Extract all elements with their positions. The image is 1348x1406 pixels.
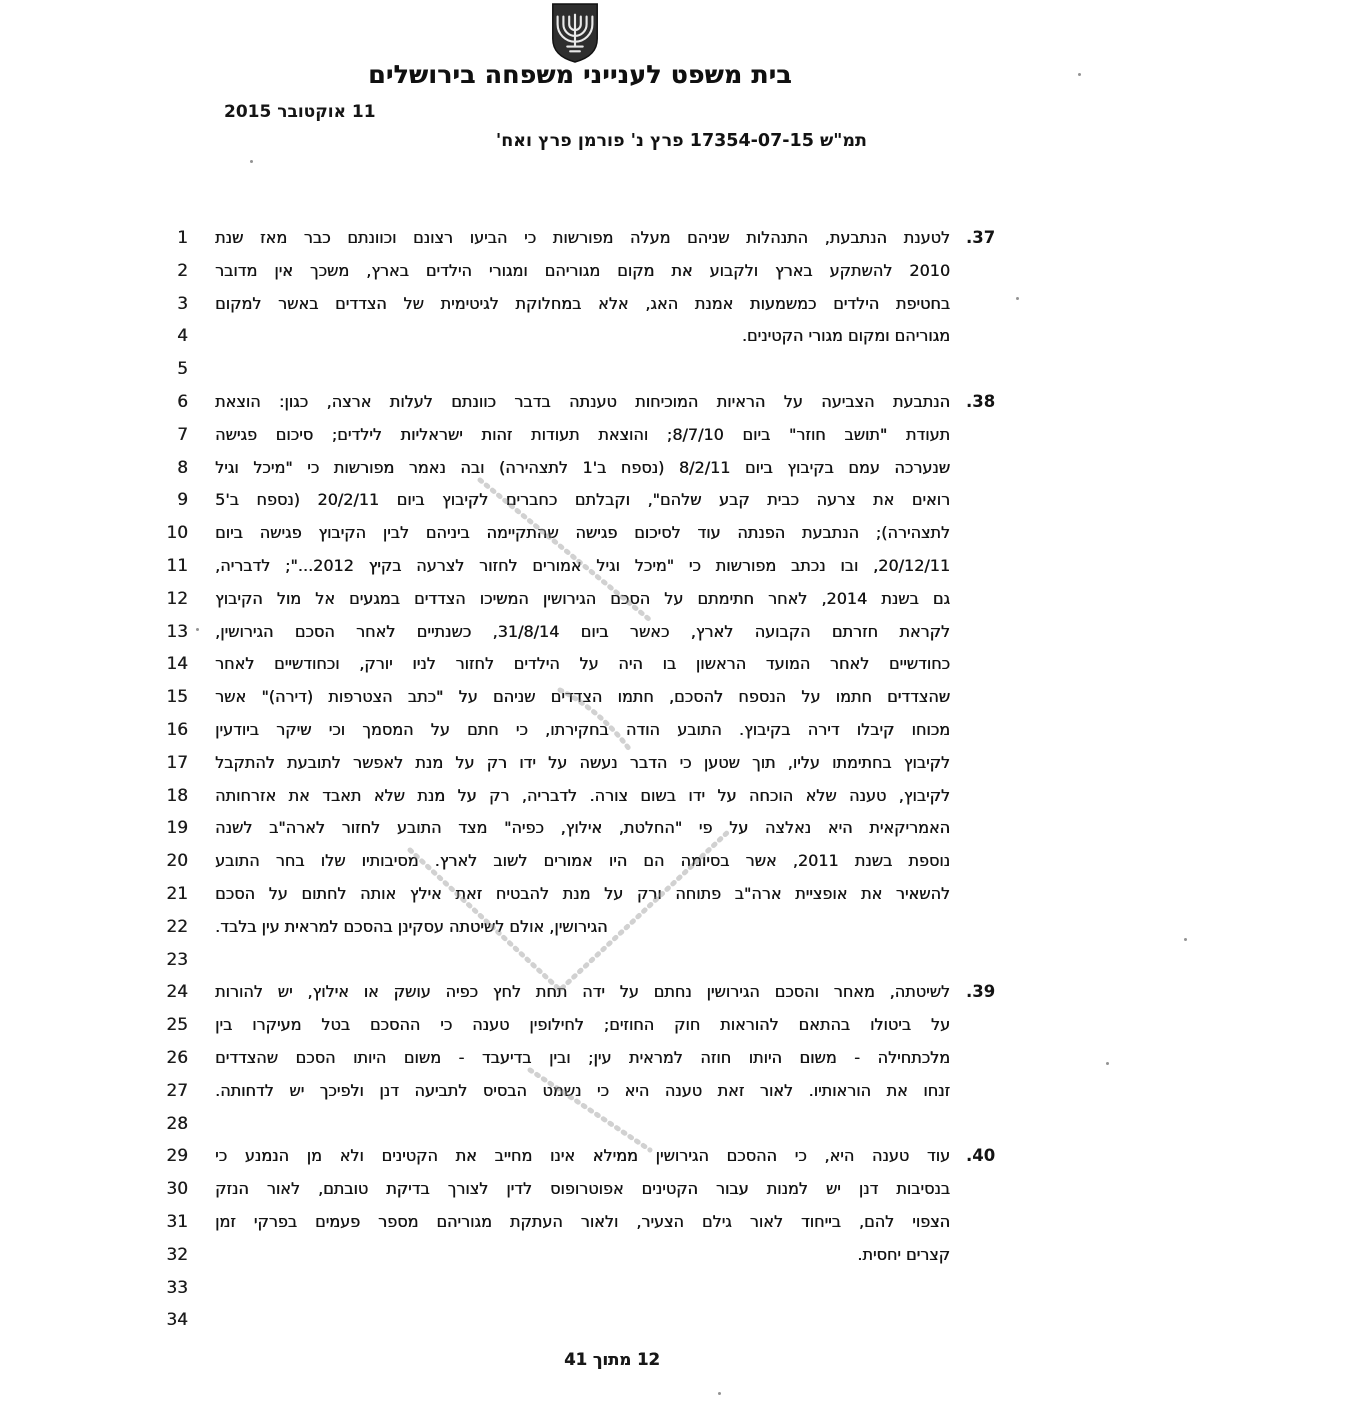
- paragraph-line: לשיטתה, מאחר והסכם הגירושין נחתם על ידה תחת לחץ כפיה עושק או אילוץ, יש להורות: [215, 982, 950, 1002]
- paragraph-number: 37.: [966, 228, 996, 247]
- paragraph-line: בחטיפת הילדים כמשמעות אמנת האג, אלא במחלוקת לגיטימית של הצדדים באשר למקום: [215, 293, 950, 313]
- line-number: 19: [166, 818, 188, 839]
- line-number: 30: [166, 1179, 188, 1200]
- paragraph-line: בנסיבות דנן יש למנות עבור הקטינים אפוטרופוס לדין לצורך בדיקת טובתם, לאור הנזק: [215, 1179, 950, 1199]
- line-number: 28: [166, 1113, 188, 1134]
- line-number: 3: [177, 293, 188, 314]
- line-number: 10: [166, 523, 188, 544]
- line-number: 20: [166, 851, 188, 872]
- paragraph-line: האמריקאית היא נאלצה על פי "החלטת, אילוץ, כפיה" מצד התובע לחזור לארה"ב לשנה: [215, 818, 950, 838]
- paragraph-number: 38.: [966, 392, 996, 411]
- paragraph-line: לתצהירה); הנתבעת הפנתה עוד לסיכום פגישה שהתקיימה ביניהם לבין הקיבוץ פגישה ביום: [215, 523, 950, 543]
- line-number: 14: [166, 654, 188, 675]
- paragraph-number: 40.: [966, 1146, 996, 1166]
- paragraph-line: 2010 להשתקע בארץ ולקבוע את מקום מגוריהם ומגורי הילדים בארץ, משכך אין מדובר: [215, 260, 950, 280]
- line-number: 31: [166, 1212, 188, 1232]
- noise-speck: [1016, 297, 1019, 300]
- paragraph-line: עוד טענה היא, כי ההסכם הגירושין ממילא אינו מחייב את הקטינים ולא מן הנמנע כי: [215, 1146, 950, 1166]
- noise-speck: [718, 1392, 721, 1395]
- paragraph-line: לטענת הנתבעת, התנהלות שניהם מעלה מפורשות כי הביעו רצונם וכוונתם כבר מאז שנת: [215, 228, 950, 247]
- line-number: 13: [166, 621, 188, 642]
- paragraph-line: תעודת "תושב חוזר" ביום 8/7/10; והוצאת תעודות זהות ישראליות לילדים; סיכום פגישה: [215, 424, 950, 444]
- line-number: 4: [177, 326, 188, 347]
- paragraph-line: להשאיר את אופציית ארה"ב פתוחה ורק על מנת להבטיח זאת אילץ אותה לחתום על הסכם: [215, 884, 950, 903]
- paragraph-number: 39.: [966, 982, 996, 1002]
- paragraph-line: 20/12/11, ובו נכתב מפורשות כי "מיכל וגיל אמורים לחזור לצרעה בקיץ 2012..."; לדבריה,: [215, 556, 950, 575]
- paragraph-line: לקיבוץ בחתימתו עליו, תוך שטען כי הדבר נעשה על ידו רק על מנת לאפשר לתובעת להתקבל: [215, 752, 950, 772]
- line-number: 29: [166, 1146, 188, 1167]
- paragraph-line: כחודשיים לאחר המועד הראשון בו היה על הילדים לחזור לניו יורק, וכחודשיים לאחר: [215, 654, 950, 674]
- noise-speck: [1106, 1062, 1109, 1065]
- line-number: 22: [166, 916, 188, 937]
- paragraph-line: מכוחו קיבלו דירה בקיבוץ. התובע הודה בחקירתו, כי חתם על המסמך וכי שיקר ביודעין: [215, 720, 950, 739]
- israel-state-emblem-icon: [546, 2, 604, 64]
- paragraph-line: שנערכה עמם בקיבוץ ביום 8/2/11 (נספח ב'1 לתצהירה) ובה נאמר מפורשות כי "מיכל וגיל: [215, 457, 950, 477]
- paragraph-line: קצרים יחסית.: [857, 1244, 950, 1264]
- line-number: 1: [177, 228, 188, 248]
- line-number: 32: [166, 1244, 188, 1265]
- line-number: 2: [177, 260, 188, 281]
- line-number: 25: [166, 1015, 188, 1036]
- paragraph-line: הצפוי להם, בייחוד לאור גילם הצעיר, ולאור העתקת מגוריהם מספר פעמים בפרקי זמן: [215, 1212, 950, 1231]
- paragraph-line: על ביטולו בהתאם להוראות חוק החוזים; לחילופין טענה כי ההסכם בטל מעיקרו בין: [215, 1015, 950, 1035]
- line-number: 34: [166, 1310, 188, 1331]
- line-number: 17: [166, 752, 188, 773]
- noise-speck: [196, 628, 199, 631]
- line-number: 5: [177, 359, 188, 380]
- noise-speck: [1078, 73, 1081, 76]
- noise-speck: [250, 160, 253, 163]
- line-number: 6: [177, 392, 188, 412]
- paragraph-line: שהצדדים חתמו על הנספח להסכם, חתמו הצדדים שניהם על "כתב הצטרפות (דירה)" אשר: [215, 687, 950, 707]
- paragraph-line: רואים את צרעה כבית קבע שלהם", וקבלתם כחברים לקיבוץ ביום 20/2/11 (נספח ב'5: [215, 490, 950, 510]
- paragraph-line: לקיבוץ, טענה שלא הוכחה על ידו בשום צורה. לדבריה, רק על מנת שלא תאבד את אזרחותה: [215, 785, 950, 805]
- line-number: 23: [166, 949, 188, 970]
- page-number-indicator: 12 מתוך 41: [564, 1350, 660, 1369]
- case-number-line: תמ"ש 17354-07-15 פרץ נ' פורמן פרץ ואח': [495, 131, 867, 151]
- line-number: 11: [166, 556, 188, 576]
- paragraph-line: מגוריהם ומקום מגורי הקטינים.: [741, 326, 950, 346]
- line-number: 9: [177, 490, 188, 511]
- line-number: 33: [166, 1277, 188, 1298]
- line-number: 18: [166, 785, 188, 806]
- paragraph-line: נוספת בשנת 2011, אשר בסיומה הם היו אמורים לשוב לארץ. מסיבותיו שלו בחר התובע: [215, 851, 950, 871]
- paragraph-line: הנתבעת הצביעה על הראיות המוכיחות טענתה בדבר כוונתם לעלות ארצה, כגון: הוצאת: [215, 392, 950, 411]
- paragraph-line: מלכתחילה - משום היותו חוזה למראית עין; ובין בדיעבד - משום היותו הסכם שהצדדים: [215, 1048, 950, 1067]
- paragraph-line: לקראת חזרתם הקבועה לארץ, כאשר ביום 31/8/14, כשנתיים לאחר הסכם הגירושין,: [215, 621, 950, 641]
- court-title: בית משפט לענייני משפחה בירושלים: [368, 60, 792, 89]
- line-number: 16: [166, 720, 188, 740]
- line-number: 7: [177, 424, 188, 445]
- line-number: 24: [166, 982, 188, 1003]
- line-number: 8: [177, 457, 188, 478]
- line-number: 26: [166, 1048, 188, 1068]
- paragraph-line: הגירושין, אולם לשיטתה עסקינן בהסכם למראית עין בלבד.: [215, 916, 608, 936]
- line-number: 15: [166, 687, 188, 708]
- line-number: 27: [166, 1080, 188, 1101]
- line-number: 12: [166, 588, 188, 609]
- line-number: 21: [166, 884, 188, 904]
- document-date: 11 אוקטובר 2015: [224, 102, 376, 122]
- paragraph-line: גם בשנת 2014, לאחר חתימתם על הסכם הגירושין המשיכו הצדדים במגעים אל מול הקיבוץ: [215, 588, 950, 608]
- noise-speck: [1184, 938, 1187, 941]
- paragraph-line: זנחו את הוראותיו. לאור זאת טענה היא כי נשמט הבסיס לתביעה דנן ולפיכך יש לדחותה.: [215, 1080, 950, 1100]
